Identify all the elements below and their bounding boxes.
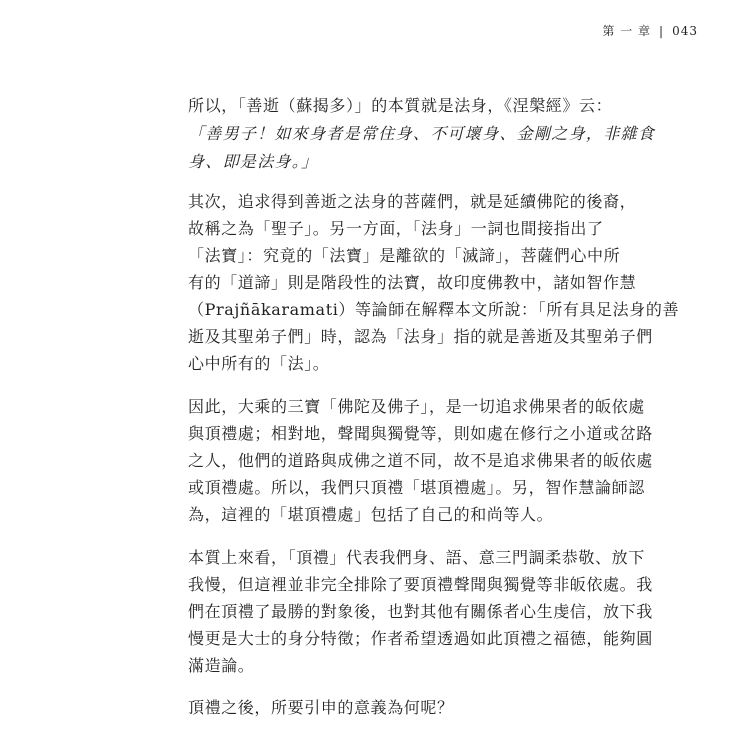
body-line: 所以，「善逝（蘇揭多）」的本質就是法身，《涅槃經》云： — [188, 96, 613, 115]
running-header — [602, 22, 698, 39]
sutra-quote-line: 身、即是法身。」 — [188, 152, 319, 171]
body-line: 慢更是大士的身分特徵；作者希望透過如此頂禮之福德，能夠圓 — [188, 629, 653, 648]
chapter-label: 第 一 章 — [602, 24, 652, 38]
header-separator: | — [659, 23, 665, 38]
body-line: 逝及其聖弟子們」時，認為「法身」指的就是善逝及其聖弟子們 — [188, 327, 653, 346]
body-line: 之人，他們的道路與成佛之道不同，故不是追求佛果者的皈依處 — [188, 451, 653, 470]
sutra-quote-line: 「善男子！如來身者是常住身、不可壞身、金剛之身，非雜食 — [188, 124, 656, 143]
body-line: 頂禮之後，所要引申的意義為何呢？ — [188, 698, 454, 717]
body-line: 有的「道諦」則是階段性的法寶，故印度佛教中，諸如智作慧 — [188, 273, 637, 292]
body-line: 為，這裡的「堪頂禮處」包括了自己的和尚等人。 — [188, 505, 554, 524]
body-line: 滿造論。 — [188, 656, 255, 675]
body-line: 故稱之為「聖子」。另一方面，「法身」一詞也間接指出了 — [188, 219, 604, 238]
body-line: 們在頂禮了最勝的對象後，也對其他有關係者心生虔信，放下我 — [188, 602, 653, 621]
body-line: 其次，追求得到善逝之法身的菩薩們，就是延續佛陀的後裔， — [188, 192, 637, 211]
body-line-with-latin-name: （Prajñākaramati）等論師在解釋本文所說：「所有具足法身的善 — [188, 300, 680, 319]
body-line: 因此，大乘的三寶「佛陀及佛子」，是一切追求佛果者的皈依處 — [188, 397, 645, 416]
body-line: 或頂禮處。所以，我們只頂禮「堪頂禮處」。另，智作慧論師認 — [188, 478, 645, 497]
body-line: 與頂禮處；相對地，聲聞與獨覺等，則如處在修行之小道或岔路 — [188, 424, 653, 443]
body-line: 「法寶」：究竟的「法寶」是離欲的「滅諦」，菩薩們心中所 — [188, 246, 621, 265]
body-line: 我慢，但這裡並非完全排除了要頂禮聲聞與獨覺等非皈依處。我 — [188, 575, 653, 594]
body-line: 心中所有的「法」。 — [188, 354, 330, 373]
body-line: 本質上來看，「頂禮」代表我們身、語、意三門調柔恭敬、放下 — [188, 548, 645, 567]
page-number: 043 — [672, 23, 698, 38]
